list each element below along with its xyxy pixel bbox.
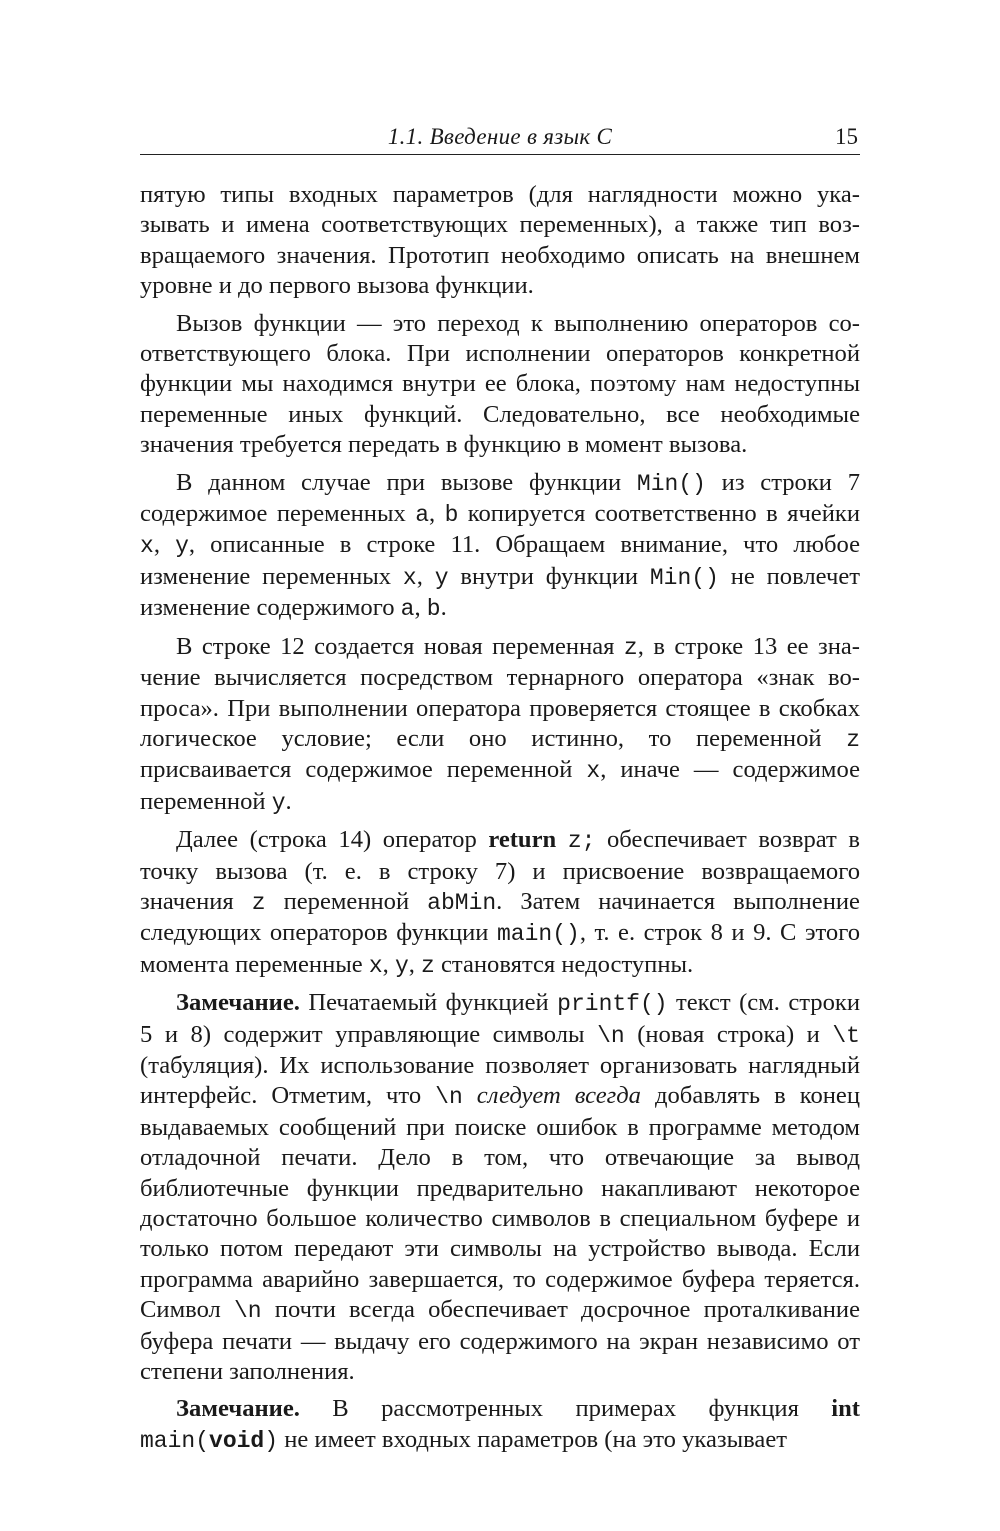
inline-code: a: [415, 502, 430, 529]
inline-code: b: [444, 502, 459, 529]
inline-code: z: [846, 726, 860, 753]
page-number: 15: [835, 124, 858, 149]
inline-code: printf(): [557, 991, 668, 1018]
inline-code: x: [140, 533, 154, 560]
text-run: [556, 826, 568, 853]
text-run: В рассмотренных примерах функция: [299, 1395, 832, 1423]
bold-term: int: [831, 1395, 860, 1423]
paragraph-p3: [140, 468, 860, 625]
text-run: Печатаемый функцией: [299, 989, 558, 1017]
text-run: присваивается содержимое переменной: [140, 756, 587, 784]
text-run: ,: [429, 500, 445, 528]
text-run: не имеет входных параметров (на это указывает: [278, 1425, 787, 1453]
text-run: Далее (строка 14) оператор: [176, 826, 489, 854]
text-run: ,: [414, 594, 427, 622]
paragraph-p4: [140, 632, 860, 818]
inline-code: z;: [567, 828, 596, 855]
inline-code: y: [175, 533, 189, 560]
text-run: . Затем начинается выполнение следующих операторов функции: [140, 887, 860, 947]
bold-term: return: [488, 826, 557, 854]
inline-code: z: [623, 634, 638, 661]
inline-code-keyword: void: [209, 1427, 265, 1454]
text-run: внутри функции: [448, 562, 650, 590]
inline-code: y: [394, 952, 409, 979]
bold-term: Замечание.: [176, 1395, 300, 1423]
running-title: 1.1. Введение в язык С: [387, 124, 613, 149]
text-run: не повлечет изменение содержимого: [140, 562, 860, 622]
inline-code: y: [434, 564, 449, 591]
text-run: , в строке 13 ее значение вычисляется посредством тернарного оператора «знак вопроса». При выполнении оператора проверяется стоящее в скобках логическое условие; если оно истинно, то переменной: [140, 632, 860, 752]
paragraph-p5: [140, 825, 860, 981]
text-run: из строки 7 содержимое переменных: [140, 468, 860, 528]
text-run: [463, 1082, 477, 1109]
text-run: В данном случае при вызове функции: [176, 468, 637, 496]
text-run: ,: [153, 531, 176, 559]
text-run: переменной: [265, 887, 428, 915]
text-run: ,: [408, 950, 422, 978]
text-run: добавлять в конец выдаваемых сообщений при поиске ошибок в программе методом отладочной печати. Дело в том, что отвечающие за вывод библиотечные функции предварительно накапливают некоторое достаточно большое количество символов в специальном буфере и только потом передают эти символы на устройство вывода. Если программа аварийно завершается, то содержимое буфера теряется. Символ: [140, 1082, 860, 1324]
inline-code: abMin: [427, 889, 497, 916]
inline-code: y: [271, 789, 286, 816]
text-run: ,: [382, 950, 395, 978]
text-run: , описанные в строке 11. Обращаем внимание, что любое изменение переменных: [140, 531, 861, 590]
text-run: Вызов функции — это переход к выполнению операторов соответствующего блока. При исполнении операторов конкретной функции мы находимся внутри ее блока, поэтому нам недоступны переменные иных функций. Следовательно, все необходимые значения требуется передать в функцию в момент вызова.: [140, 309, 860, 459]
inline-code: Min(): [649, 564, 719, 591]
inline-code: \n: [234, 1298, 262, 1325]
text-run: , иначе — содержимое переменной: [140, 756, 860, 815]
inline-code: x: [586, 758, 601, 785]
paragraph-p1: [140, 180, 860, 302]
inline-code: x: [368, 952, 383, 979]
paragraph-p6: [140, 988, 860, 1387]
text-run: (новая строка) и: [624, 1020, 833, 1048]
inline-code: main(: [140, 1427, 210, 1454]
inline-code: Min(): [636, 470, 706, 497]
text-run: становятся недоступны.: [434, 950, 694, 978]
text-run: пятую типы входных параметров (для наглядности можно указывать и имена соответствующих переменных), а также тип возвращаемого значения. Прототип необходимо описать на внешнем уровне и до первого вызова функции.: [140, 181, 860, 300]
text-run: копируется соответственно в ячейки: [458, 500, 860, 528]
text-run: .: [285, 787, 292, 815]
inline-code: x: [402, 564, 417, 591]
inline-code: b: [426, 596, 441, 623]
text-run: ,: [416, 562, 435, 590]
bold-term: Замечание.: [176, 989, 300, 1017]
running-header: [140, 122, 860, 155]
italic-emphasis: следует всегда: [476, 1082, 641, 1110]
inline-code: \n: [597, 1022, 625, 1049]
body-text: [140, 180, 860, 1463]
text-run: , т. е. строк 8 и 9. С этого момента переменные: [140, 919, 860, 978]
inline-code: \n: [435, 1084, 463, 1111]
inline-code: z: [251, 889, 266, 916]
inline-code: a: [400, 596, 415, 623]
text-run: обеспечивает возврат в точку вызова (т. е. в строку 7) и присвоение возвращаемого значения: [140, 826, 860, 915]
text-run: .: [440, 594, 447, 622]
text-run: почти всегда обеспечивает досрочное проталкивание буфера печати — выдачу его содержимого на экран независимо от степени заполнения.: [140, 1296, 861, 1386]
inline-code: z: [421, 952, 435, 979]
text-run: (табуляция). Их использование позволяет организовать наглядный интерфейс. Отметим, что: [140, 1051, 860, 1110]
inline-code: ): [264, 1427, 279, 1454]
paragraph-p7: [140, 1394, 860, 1456]
text-run: текст (см. строки 5 и 8) содержит управляющие символы: [140, 989, 860, 1048]
inline-code: \t: [832, 1022, 860, 1049]
inline-code: main(): [496, 921, 580, 948]
paragraph-p2: [140, 309, 860, 461]
text-run: В строке 12 создается новая переменная: [176, 632, 624, 660]
